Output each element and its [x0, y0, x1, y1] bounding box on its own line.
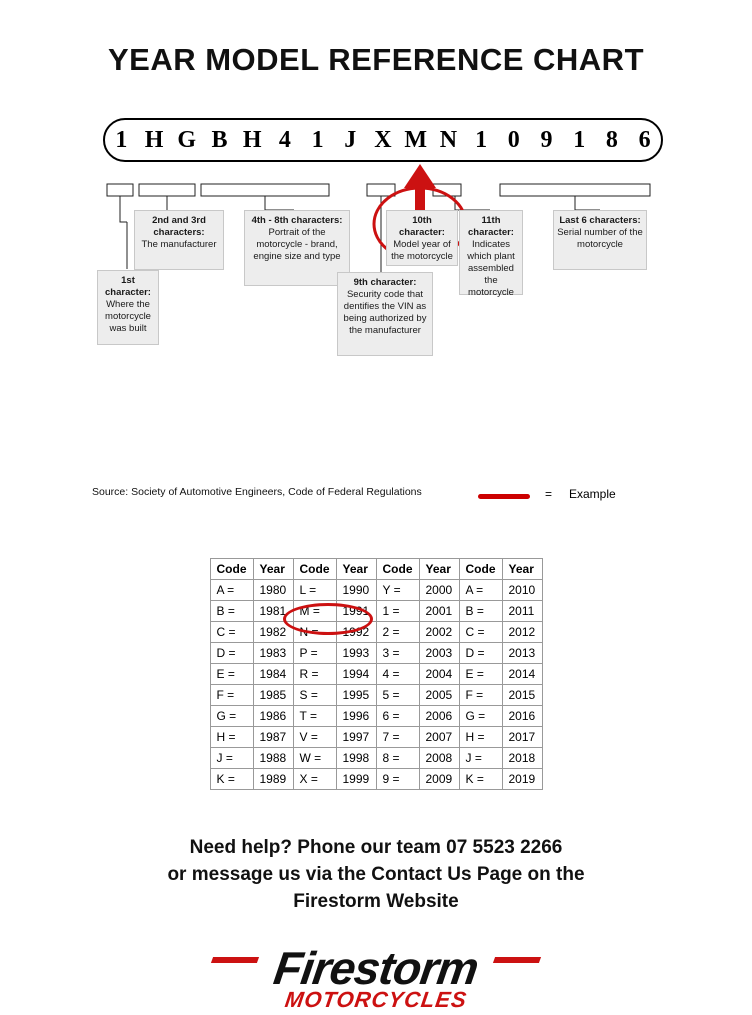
- vin-char: 4: [278, 127, 291, 153]
- help-line-3: Firestorm Website: [293, 891, 459, 912]
- table-row: [210, 643, 542, 664]
- callout-4th-8th-characters: [244, 210, 350, 286]
- cell-year: 1990: [336, 580, 376, 601]
- vin-char: X: [374, 127, 392, 153]
- cell-code: E =: [210, 664, 253, 685]
- cell-year: 1981: [253, 601, 293, 622]
- cell-code: B =: [210, 601, 253, 622]
- cell-code: X =: [293, 769, 336, 790]
- vin-char: 6: [638, 127, 651, 153]
- table-row: [210, 706, 542, 727]
- table-row: [210, 685, 542, 706]
- example-swatch: [478, 494, 530, 499]
- cell-code: L =: [293, 580, 336, 601]
- callout-9th-character: [337, 272, 433, 356]
- cell-code: T =: [293, 706, 336, 727]
- column-header: Code: [376, 559, 419, 580]
- cell-year: 1999: [336, 769, 376, 790]
- help-text: [0, 834, 752, 915]
- table-row: [210, 601, 542, 622]
- table-row: [210, 580, 542, 601]
- vin-char: N: [439, 127, 458, 153]
- cell-code: N =: [293, 622, 336, 643]
- cell-year: 1997: [336, 727, 376, 748]
- firestorm-logo: [206, 941, 546, 1015]
- cell-code: 1 =: [376, 601, 419, 622]
- cell-code: 5 =: [376, 685, 419, 706]
- callout-heading: Last 6 characters:: [559, 215, 641, 226]
- cell-year: 1984: [253, 664, 293, 685]
- cell-code: 9 =: [376, 769, 419, 790]
- vin-char: 9: [540, 127, 553, 153]
- callout-heading: 4th - 8th characters:: [251, 215, 343, 226]
- cell-code: E =: [459, 664, 502, 685]
- cell-year: 2012: [502, 622, 542, 643]
- cell-year: 2016: [502, 706, 542, 727]
- logo-wordmark: Firestorm: [270, 942, 482, 994]
- column-header: Code: [210, 559, 253, 580]
- callout-2nd-3rd-characters: [134, 210, 224, 270]
- cell-year: 1989: [253, 769, 293, 790]
- cell-year: 1980: [253, 580, 293, 601]
- cell-code: P =: [293, 643, 336, 664]
- cell-year: 1987: [253, 727, 293, 748]
- cell-code: A =: [459, 580, 502, 601]
- cell-code: C =: [459, 622, 502, 643]
- cell-year: 2009: [419, 769, 459, 790]
- column-header: Year: [502, 559, 542, 580]
- cell-year: 2004: [419, 664, 459, 685]
- cell-year: 2002: [419, 622, 459, 643]
- cell-year: 2007: [419, 727, 459, 748]
- cell-code: K =: [459, 769, 502, 790]
- cell-year: 2001: [419, 601, 459, 622]
- column-header: Year: [419, 559, 459, 580]
- vin-char: B: [211, 127, 228, 153]
- cell-year: 2005: [419, 685, 459, 706]
- callout-heading: 2nd and 3rd characters:: [152, 215, 206, 238]
- source-text: Source: Society of Automotive Engineers, Code of Federal Regulations: [92, 486, 422, 498]
- cell-code: H =: [459, 727, 502, 748]
- column-header: Year: [336, 559, 376, 580]
- cell-code: D =: [210, 643, 253, 664]
- cell-year: 2013: [502, 643, 542, 664]
- table-row: [210, 622, 542, 643]
- cell-year: 1993: [336, 643, 376, 664]
- cell-code: J =: [210, 748, 253, 769]
- logo-subtitle: MOTORCYCLES: [283, 987, 469, 1012]
- cell-year: 1998: [336, 748, 376, 769]
- cell-year: 1994: [336, 664, 376, 685]
- vin-char: H: [242, 127, 262, 153]
- vin-char: 8: [605, 127, 618, 153]
- callout-body: Portrait of the motorcycle - brand, engine size and type: [253, 227, 341, 262]
- cell-code: R =: [293, 664, 336, 685]
- cell-year: 2017: [502, 727, 542, 748]
- legend-equals: =: [545, 487, 553, 501]
- cell-code: A =: [210, 580, 253, 601]
- cell-code: S =: [293, 685, 336, 706]
- vin-char: 1: [573, 127, 586, 153]
- callout-heading: 9th character:: [353, 277, 417, 288]
- cell-year: 2000: [419, 580, 459, 601]
- year-code-table: [210, 558, 543, 790]
- vin-char: 0: [507, 127, 520, 153]
- cell-code: W =: [293, 748, 336, 769]
- cell-year: 1983: [253, 643, 293, 664]
- cell-code: 7 =: [376, 727, 419, 748]
- cell-code: J =: [459, 748, 502, 769]
- cell-code: G =: [459, 706, 502, 727]
- vin-char: 1: [115, 127, 128, 153]
- callout-body: Serial number of the motorcycle: [557, 227, 643, 250]
- callout-body: The manufacturer: [141, 239, 217, 250]
- cell-code: 6 =: [376, 706, 419, 727]
- cell-year: 1986: [253, 706, 293, 727]
- callout-10th-character: [386, 210, 458, 266]
- vin-char: 1: [475, 127, 488, 153]
- table-row: [210, 769, 542, 790]
- callout-heading: 11th character:: [468, 215, 514, 238]
- legend-example-label: Example: [569, 487, 616, 501]
- callout-body: Model year of the motorcycle: [391, 239, 453, 262]
- help-line-1: Need help? Phone our team 07 5523 2266: [189, 837, 563, 858]
- column-header: Year: [253, 559, 293, 580]
- cell-year: 2011: [502, 601, 542, 622]
- cell-year: 2010: [502, 580, 542, 601]
- cell-code: G =: [210, 706, 253, 727]
- cell-year: 2014: [502, 664, 542, 685]
- cell-code: C =: [210, 622, 253, 643]
- table-row: [210, 664, 542, 685]
- cell-year: 1988: [253, 748, 293, 769]
- vin-char: H: [144, 127, 164, 153]
- vin-char: 1: [311, 127, 324, 153]
- vin-character-box: [103, 118, 663, 162]
- table-row: [210, 748, 542, 769]
- vin-char-highlighted: M: [404, 127, 427, 153]
- page-title: YEAR MODEL REFERENCE CHART: [107, 42, 645, 77]
- cell-code-highlighted: M =: [293, 601, 336, 622]
- column-header: Code: [293, 559, 336, 580]
- cell-year: 2015: [502, 685, 542, 706]
- callout-1st-character: [97, 270, 159, 345]
- vin-char: G: [177, 127, 197, 153]
- cell-year: 2008: [419, 748, 459, 769]
- vin-char: J: [344, 127, 357, 153]
- help-line-2: or message us via the Contact Us Page on the: [167, 864, 585, 885]
- cell-code: 8 =: [376, 748, 419, 769]
- cell-year: 1982: [253, 622, 293, 643]
- vin-callout-diagram: [0, 162, 752, 482]
- cell-code: H =: [210, 727, 253, 748]
- callout-body: Where the motorcycle was built: [105, 299, 151, 334]
- table-row: [210, 727, 542, 748]
- cell-year-highlighted: 1991: [336, 601, 376, 622]
- callout-body: Security code that dentifies the VIN as being authorized by the manufacturer: [343, 289, 427, 336]
- cell-code: 2 =: [376, 622, 419, 643]
- cell-year: 1996: [336, 706, 376, 727]
- cell-code: K =: [210, 769, 253, 790]
- cell-code: Y =: [376, 580, 419, 601]
- callout-heading: 10th character:: [399, 215, 445, 238]
- cell-year: 2006: [419, 706, 459, 727]
- cell-year: 1995: [336, 685, 376, 706]
- cell-code: D =: [459, 643, 502, 664]
- cell-code: F =: [210, 685, 253, 706]
- callout-11th-character: [459, 210, 523, 298]
- brand-logo-wrap: [0, 941, 752, 1015]
- callout-last-6-characters: [553, 210, 647, 270]
- callout-heading: 1st character:: [105, 275, 151, 298]
- cell-code: F =: [459, 685, 502, 706]
- source-legend-row: [0, 486, 752, 510]
- column-header: Code: [459, 559, 502, 580]
- cell-year: 2003: [419, 643, 459, 664]
- cell-code: B =: [459, 601, 502, 622]
- cell-year: 1992: [336, 622, 376, 643]
- cell-year: 1985: [253, 685, 293, 706]
- table-header-row: [210, 559, 542, 580]
- cell-code: 3 =: [376, 643, 419, 664]
- callout-body: Indicates which plant assembled the motorcycle: [467, 239, 515, 298]
- cell-year: 2019: [502, 769, 542, 790]
- cell-code: V =: [293, 727, 336, 748]
- cell-code: 4 =: [376, 664, 419, 685]
- cell-year: 2018: [502, 748, 542, 769]
- year-code-table-wrap: [0, 558, 752, 790]
